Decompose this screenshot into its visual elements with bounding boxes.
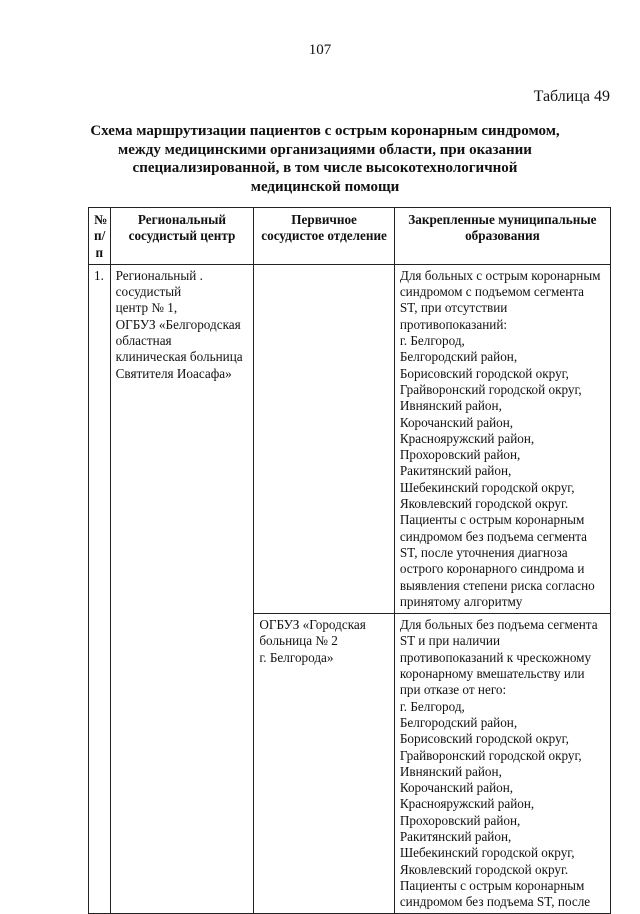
- routing-table: [88, 207, 611, 914]
- header-num: № п/п: [89, 208, 111, 265]
- table-label: Таблица 49: [533, 88, 610, 105]
- assigned-municipalities-cell: Для больных без подъема сегмента ST и при наличии противопоказаний к чрескожному коронарному вмешательству или при отказе от него: г. Белгород, Белгородский район, Борисовский городской округ, Грайворонский городской округ, Ивнянский район, Корочанский район, Краснояружский район, Прохоровский район, Ракитянский район, Шебекинский городской округ, Яковлевский городской округ. Пациенты с острым коронарным синдромом без подъема ST, после: [394, 614, 610, 914]
- table-row: [89, 264, 611, 613]
- row-num: 1.: [89, 264, 111, 914]
- header-regional-center: Региональный сосудистый центр: [110, 208, 254, 265]
- primary-department-cell: [254, 264, 394, 613]
- header-primary-department: Первичное сосудистое отделение: [254, 208, 394, 265]
- primary-department-cell: ОГБУЗ «Городская больница № 2 г. Белгорода»: [254, 614, 394, 914]
- page-number: 107: [308, 42, 332, 58]
- assigned-municipalities-cell: Для больных с острым коронарным синдромом с подъемом сегмента ST, при отсутствии противопоказаний: г. Белгород, Белгородский район, Борисовский городской округ, Грайворонский городской округ, Ивнянский район, Корочанский район, Краснояружский район, Прохоровский район, Ракитянский район, Шебекинский городской округ, Яковлевский городской округ. Пациенты с острым коронарным синдромом без подъема сегмента ST, после уточнения диагноза острого коронарного синдрома и выявления степени риска согласно принятому алгоритму: [394, 264, 610, 613]
- table-header-row: [89, 208, 611, 265]
- header-assigned-municipalities: Закрепленные муниципальные образования: [394, 208, 610, 265]
- document-title: Схема маршрутизации пациентов с острым коронарным синдромом, между медицинскими организациями области, при оказании специализированной, в том числе высокотехнологичной медицинской помощи: [90, 123, 560, 195]
- regional-center-cell: Региональный . сосудистый центр № 1, ОГБУЗ «Белгородская областная клиническая больница Святителя Иоасафа»: [110, 264, 254, 914]
